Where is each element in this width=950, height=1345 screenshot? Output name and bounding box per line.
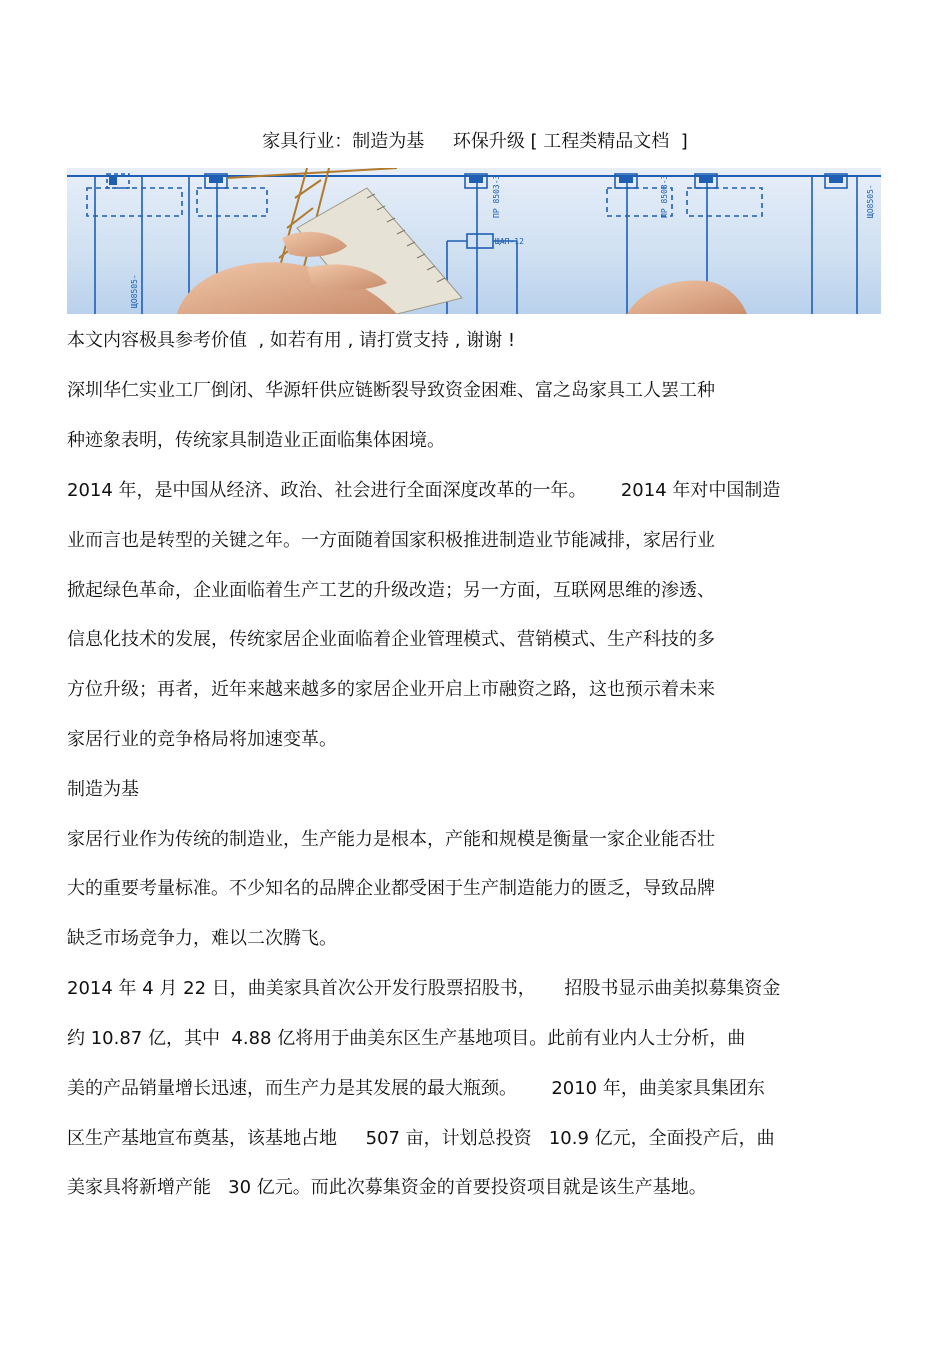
text-line: 深圳华仁实业工厂倒闭、华源轩供应链断裂导致资金困难、富之岛家具工人罢工种 (67, 380, 715, 401)
banner-label: ЩАП-12 (495, 237, 524, 246)
blueprint-illustration (67, 168, 881, 314)
text-line: 家居行业作为传统的制造业，生产能力是根本，产能和规模是衡量一家企业能否壮 (67, 829, 715, 850)
text-line: 美的产品销量增长迅速，而生产力是其发展的最大瓶颈。 2010 年，曲美家具集团东 (67, 1078, 765, 1099)
document-title: 家具行业：制造为基 环保升级 [ 工程类精品文档 ] (262, 131, 688, 152)
text-line: 美家具将新增产能 30 亿元。而此次募集资金的首要投资项目就是该生产基地。 (67, 1177, 707, 1198)
text-line: 缺乏市场竞争力，难以二次腾飞。 (67, 928, 337, 949)
text-line: 区生产基地宣布奠基，该基地占地 507 亩，计划总投资 10.9 亿元，全面投产后，曲 (67, 1128, 775, 1149)
section-heading: 制造为基 (67, 779, 139, 800)
text-line: 本文内容极具参考价值 , 如若有用 , 请打赏支持 , 谢谢 ! (67, 330, 516, 351)
text-line: 2014 年，是中国从经济、政治、社会进行全面深度改革的一年。 2014 年对中国制造 (67, 480, 781, 501)
text-line: 种迹象表明，传统家具制造业正面临集体困境。 (67, 430, 445, 451)
text-line: 2014 年 4 月 22 日，曲美家具首次公开发行股票招股书， 招股书显示曲美拟募集资金 (67, 978, 781, 999)
text-line: 业而言也是转型的关键之年。一方面随着国家积极推进制造业节能减排，家居行业 (67, 530, 715, 551)
banner-label: ЩО8505- (866, 184, 875, 218)
banner-label: ПР 8503-3 (492, 174, 501, 218)
text-line: 方位升级；再者，近年来越来越多的家居企业开启上市融资之路，这也预示着未来 (67, 679, 715, 700)
text-line: 家居行业的竞争格局将加速变革。 (67, 729, 337, 750)
banner-image (67, 168, 881, 314)
text-line: 约 10.87 亿，其中 4.88 亿将用于曲美东区生产基地项目。此前有业内人士分析，曲 (67, 1028, 746, 1049)
text-line: 掀起绿色革命，企业面临着生产工艺的升级改造；另一方面，互联网思维的渗透、 (67, 580, 715, 601)
banner-label: ПР 8503-3 (660, 174, 669, 218)
text-line: 大的重要考量标准。不少知名的品牌企业都受困于生产制造能力的匮乏，导致品牌 (67, 878, 715, 899)
banner-label: ЩО8505- (130, 274, 139, 308)
text-line: 信息化技术的发展，传统家居企业面临着企业管理模式、营销模式、生产科技的多 (67, 629, 715, 650)
